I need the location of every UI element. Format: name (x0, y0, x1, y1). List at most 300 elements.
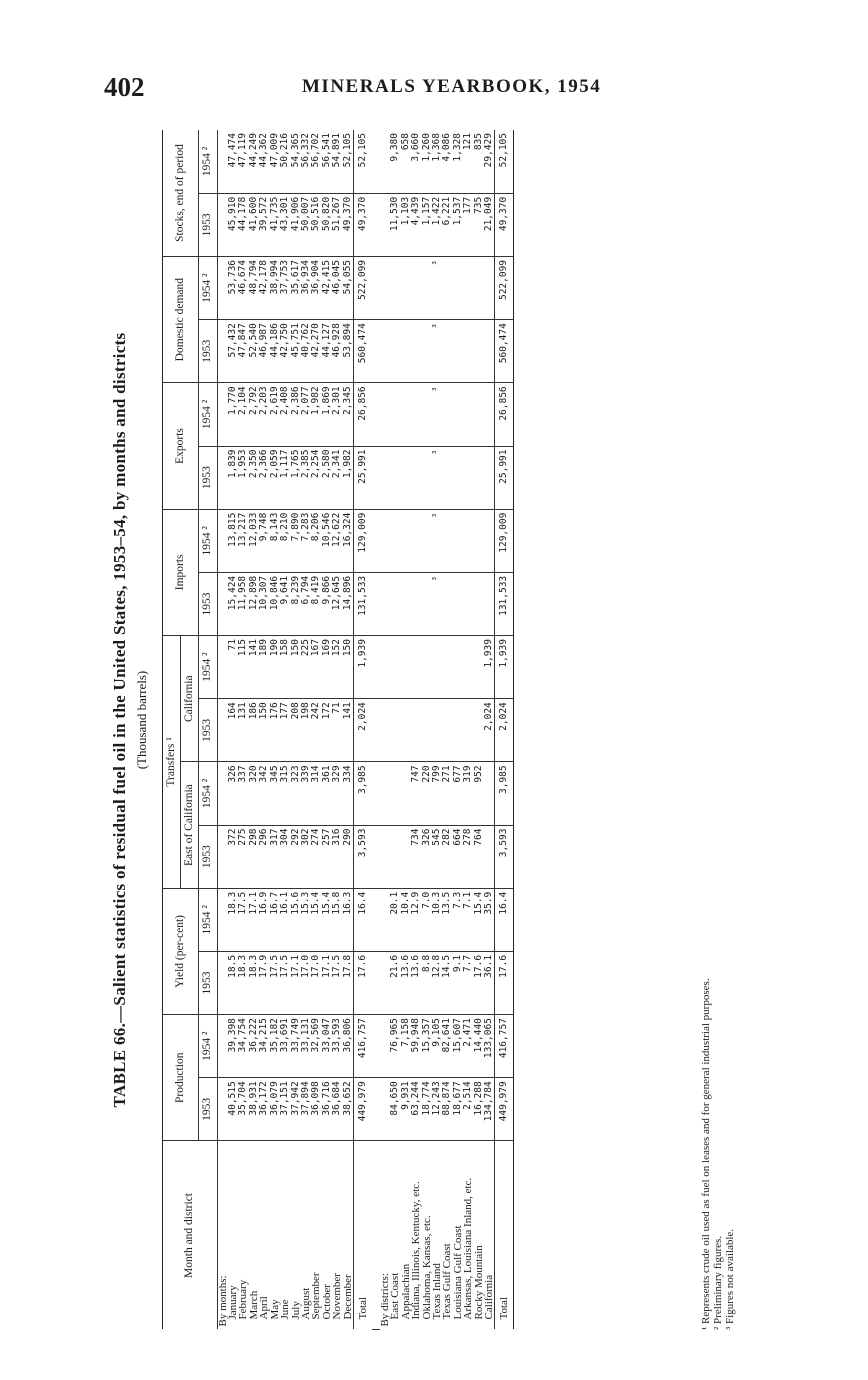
table-cell: 17.1 (322, 951, 332, 1014)
row-label: Appalachian (399, 1263, 412, 1320)
header-year-y1954: 1954 ² (199, 256, 217, 319)
table-cell: 25,991 (495, 446, 514, 509)
table-cell: 1,770 (228, 383, 238, 446)
table-cell: 9,105 (432, 1015, 442, 1078)
table-cell: 6,794 (301, 572, 311, 635)
table-cell: 36,222 (249, 1015, 259, 1078)
row-label: February (237, 1279, 250, 1320)
running-head: MINERALS YEARBOOK, 1954 (302, 76, 602, 97)
table-cell: 33,131 (301, 1015, 311, 1078)
table-cell: 39,572 (259, 193, 269, 256)
table-cell: 13,217 (238, 509, 248, 572)
table-cell: 1,939 (353, 636, 372, 699)
table-cell: 121 (463, 130, 473, 193)
table-cell: 41,906 (291, 193, 301, 256)
table-cell: 17.6 (495, 951, 514, 1014)
table-cell: 33,593 (332, 1015, 342, 1078)
table-cell: 1,103 (401, 193, 411, 256)
table-cell (411, 383, 421, 446)
table-cell: 11,958 (238, 572, 248, 635)
table-cell: 257 (322, 825, 332, 888)
table-cell: 177 (280, 699, 290, 762)
table-cell (453, 446, 463, 509)
table-cell: 2,077 (301, 383, 311, 446)
table-cell: 84,650 (390, 1078, 400, 1141)
table-cell: 2,301 (332, 383, 342, 446)
table-cell (390, 699, 400, 762)
table-cell: 835 (474, 130, 484, 193)
header-transfers: Transfers ¹ (163, 636, 181, 889)
table-cell: 17.5 (280, 951, 290, 1014)
table-cell: 9,748 (259, 509, 269, 572)
table-row (291, 130, 301, 1330)
table-cell (390, 256, 400, 319)
table-cell: 36,172 (259, 1078, 269, 1141)
table-row (311, 130, 321, 1330)
table-cell: 26,856 (495, 383, 514, 446)
table-cell (463, 699, 473, 762)
table-cell: 345 (270, 762, 280, 825)
header-year-y1953: 1953 (199, 825, 217, 888)
table-cell: 16.3 (343, 888, 354, 951)
table-cell: 38,931 (249, 1078, 259, 1141)
table-row (453, 130, 463, 1330)
table-cell: 18.3 (228, 888, 238, 951)
table-cell (390, 762, 400, 825)
table-cell: 314 (311, 762, 321, 825)
table-row (280, 130, 290, 1330)
table-cell: 32,569 (311, 1015, 321, 1078)
table-cell (474, 509, 484, 572)
table-cell: 190 (270, 636, 280, 699)
table-cell: 16.4 (495, 888, 514, 951)
page-number: 402 (104, 72, 145, 102)
table-cell: 7,158 (401, 1015, 411, 1078)
table-cell: 54,055 (343, 256, 354, 319)
table-cell: 4,439 (411, 193, 421, 256)
header-exports: Exports (163, 383, 199, 509)
table-cell: 37,894 (301, 1078, 311, 1141)
row-label: April (258, 1296, 271, 1320)
table-cell: 2,024 (353, 699, 372, 762)
table-cell: 10.3 (432, 888, 442, 951)
table-cell (390, 383, 400, 446)
header-imports: Imports (163, 509, 199, 635)
table-cell: 3,985 (495, 762, 514, 825)
table-cell (401, 446, 411, 509)
table-cell: 2,385 (301, 446, 311, 509)
table-cell: 664 (453, 825, 463, 888)
table-cell (453, 699, 463, 762)
table-cell (474, 446, 484, 509)
table-cell (463, 383, 473, 446)
table-cell: 658 (401, 130, 411, 193)
table-cell: 15.3 (301, 888, 311, 951)
table-cell: 2,408 (280, 383, 290, 446)
table-cell: 8,210 (280, 509, 290, 572)
table-cell: ³ (432, 446, 442, 509)
row-label: March (247, 1290, 260, 1320)
row-label: Total (495, 1141, 514, 1330)
table-cell: 2,341 (332, 446, 342, 509)
row-label: September (310, 1272, 323, 1320)
table-cell: 208 (291, 699, 301, 762)
table-cell: 416,757 (495, 1015, 514, 1078)
table-cell: 35,617 (291, 256, 301, 319)
table-cell: 17.5 (332, 951, 342, 1014)
row-label: Indiana, Illinois, Kentucky, etc. (410, 1181, 423, 1320)
table-cell (390, 825, 400, 888)
table-cell (453, 636, 463, 699)
header-east-of-california: East of California (181, 762, 199, 888)
table-cell: 8.8 (422, 951, 432, 1014)
table-cell (401, 509, 411, 572)
table-cell: 198 (301, 699, 311, 762)
row-label: July (289, 1301, 302, 1320)
table-cell: 43,301 (280, 193, 290, 256)
table-cell: 315 (280, 762, 290, 825)
table-cell (474, 256, 484, 319)
table-cell: 20.1 (390, 888, 400, 951)
table-cell (401, 636, 411, 699)
table-cell: 49,370 (495, 193, 514, 256)
table-cell: 169 (322, 636, 332, 699)
table-cell (463, 446, 473, 509)
table-cell: 17.6 (474, 951, 484, 1014)
row-label: East Coast (389, 1272, 402, 1320)
residual-fuel-oil-table (162, 130, 514, 1330)
table-cell: 44,249 (249, 130, 259, 193)
header-year-y1954: 1954 ² (199, 509, 217, 572)
table-cell: 177 (463, 193, 473, 256)
table-cell (432, 636, 442, 699)
table-cell: 12.8 (432, 951, 442, 1014)
table-cell: 2,024 (495, 699, 514, 762)
table-cell: 2,619 (270, 383, 280, 446)
table-row (228, 130, 238, 1330)
table-cell: 9,866 (322, 572, 332, 635)
table-cell: 18,677 (453, 1078, 463, 1141)
table-cell (484, 320, 495, 383)
table-cell: 337 (238, 762, 248, 825)
table-cell: 15,357 (422, 1015, 432, 1078)
table-cell: 1,157 (422, 193, 432, 256)
table-cell: 76,965 (390, 1015, 400, 1078)
table-cell: 275 (238, 825, 248, 888)
table-cell (484, 256, 495, 319)
table-cell: 2,059 (270, 446, 280, 509)
header-year-y1954: 1954 ² (199, 1015, 217, 1078)
table-cell: 522,099 (353, 256, 372, 319)
table-cell: 54,891 (332, 130, 342, 193)
table-cell: 7.0 (422, 888, 432, 951)
table-cell (463, 636, 473, 699)
table-cell: 52,105 (353, 130, 372, 193)
table-cell: 53,736 (228, 256, 238, 319)
table-cell: 47,119 (238, 130, 248, 193)
table-row (390, 130, 400, 1330)
table-cell: 167 (311, 636, 321, 699)
footnote-2: ² Preliminary figures. (712, 1235, 724, 1330)
table-cell: 36,098 (311, 1078, 321, 1141)
table-cell: 7.3 (453, 888, 463, 951)
table-cell: 46,987 (259, 320, 269, 383)
table-cell: 799 (432, 762, 442, 825)
table-cell: 13.5 (442, 888, 452, 951)
table-cell: 46,045 (332, 256, 342, 319)
table-cell: 56,332 (301, 130, 311, 193)
table-cell: 1,117 (280, 446, 290, 509)
table-cell: 8,419 (311, 572, 321, 635)
table-cell: 361 (322, 762, 332, 825)
table-cell: 37,151 (280, 1078, 290, 1141)
header-year-y1953: 1953 (199, 951, 217, 1014)
spacer-row (372, 130, 380, 1330)
table-cell (442, 320, 452, 383)
header-year-y1954: 1954 ² (199, 636, 217, 699)
table-cell (453, 256, 463, 319)
table-row (301, 130, 311, 1330)
row-label: December (341, 1274, 354, 1320)
table-cell: 2,203 (259, 383, 269, 446)
table-cell: 319 (463, 762, 473, 825)
table-cell: 42,270 (311, 320, 321, 383)
table-row (432, 130, 442, 1330)
table-cell: 35,182 (270, 1015, 280, 1078)
table-cell: 1,260 (422, 130, 432, 193)
table-cell: 3,593 (353, 825, 372, 888)
table-cell (442, 446, 452, 509)
rotated-table-area (110, 110, 770, 1330)
table-cell (484, 572, 495, 635)
table-cell: 17.6 (353, 951, 372, 1014)
table-cell (474, 320, 484, 383)
table-cell: 189 (259, 636, 269, 699)
table-cell: 545 (432, 825, 442, 888)
table-row (442, 130, 452, 1330)
table-cell (422, 509, 432, 572)
table-cell: 677 (453, 762, 463, 825)
table-cell: 17.0 (311, 951, 321, 1014)
table-cell: 416,757 (353, 1015, 372, 1078)
table-cell (422, 383, 432, 446)
table-row (259, 130, 269, 1330)
table-cell: 29,429 (484, 130, 495, 193)
table-cell: 10,846 (270, 572, 280, 635)
header-california: California (181, 636, 199, 762)
table-cell: 25,991 (353, 446, 372, 509)
table-cell: 16.1 (280, 888, 290, 951)
table-cell (401, 699, 411, 762)
header-year-y1953: 1953 (199, 446, 217, 509)
table-cell: 53,894 (343, 320, 354, 383)
table-cell: 8,143 (270, 509, 280, 572)
row-label: Texas Inland (430, 1263, 443, 1320)
table-cell (474, 572, 484, 635)
table-cell: 42,415 (322, 256, 332, 319)
table-cell: 164 (228, 699, 238, 762)
table-cell: 12,622 (332, 509, 342, 572)
table-cell: 764 (474, 825, 484, 888)
table-cell (422, 636, 432, 699)
month-total-row (353, 130, 372, 1330)
table-cell: 150 (343, 636, 354, 699)
table-cell (411, 699, 421, 762)
table-cell: 8,206 (311, 509, 321, 572)
table-cell: 38,994 (270, 256, 280, 319)
table-cell: 172 (322, 699, 332, 762)
table-cell: 326 (228, 762, 238, 825)
table-cell (453, 320, 463, 383)
table-cell: 1,939 (484, 636, 495, 699)
table-cell (453, 572, 463, 635)
table-cell: 10.4 (401, 888, 411, 951)
table-cell: 1,765 (291, 446, 301, 509)
table-cell (401, 383, 411, 446)
table-cell: 7.1 (463, 888, 473, 951)
table-cell: 131,533 (495, 572, 514, 635)
table-row (484, 130, 495, 1330)
table-cell (484, 383, 495, 446)
table-cell: 44,362 (259, 130, 269, 193)
table-cell: 11,530 (390, 193, 400, 256)
table-cell: 220 (422, 762, 432, 825)
table-cell (390, 636, 400, 699)
table-cell (463, 320, 473, 383)
table-cell: 26,856 (353, 383, 372, 446)
table-cell: 15.4 (474, 888, 484, 951)
header-year-y1953: 1953 (199, 193, 217, 256)
table-cell: 17.9 (259, 951, 269, 1014)
table-cell: 339 (301, 762, 311, 825)
table-cell: 115 (238, 636, 248, 699)
table-cell (442, 509, 452, 572)
table-cell: 152 (332, 636, 342, 699)
table-cell: 50,216 (280, 130, 290, 193)
table-cell: 17.0 (301, 951, 311, 1014)
table-cell: 37,753 (280, 256, 290, 319)
table-cell: 17.1 (249, 888, 259, 951)
table-cell: 12,033 (249, 509, 259, 572)
table-cell: 1,982 (343, 446, 354, 509)
table-cell: 1,422 (432, 193, 442, 256)
table-cell (411, 572, 421, 635)
table-cell: 134,784 (484, 1078, 495, 1141)
table-cell (422, 572, 432, 635)
table-cell: 1,368 (432, 130, 442, 193)
table-cell: 6,221 (442, 193, 452, 256)
table-cell: ³ (432, 256, 442, 319)
table-cell: 51,267 (332, 193, 342, 256)
table-cell (422, 446, 432, 509)
table-cell: 296 (259, 825, 269, 888)
table-cell: 7,890 (291, 509, 301, 572)
table-cell: 12,645 (332, 572, 342, 635)
table-cell (463, 509, 473, 572)
table-cell: 449,979 (495, 1078, 514, 1141)
table-cell: 33,047 (322, 1015, 332, 1078)
table-cell: 292 (291, 825, 301, 888)
row-label: October (320, 1284, 333, 1320)
table-cell: 282 (442, 825, 452, 888)
table-cell: 16.4 (353, 888, 372, 951)
table-cell: 14.5 (442, 951, 452, 1014)
row-label: January (227, 1285, 240, 1320)
table-cell: 131 (238, 699, 248, 762)
table-cell: 2,471 (463, 1015, 473, 1078)
table-cell: 42,750 (280, 320, 290, 383)
table-cell: ³ (432, 383, 442, 446)
table-row (238, 130, 248, 1330)
table-cell (422, 699, 432, 762)
table-cell: 158 (280, 636, 290, 699)
table-cell: 54,365 (291, 130, 301, 193)
row-label: August (299, 1287, 312, 1320)
table-cell: 41,600 (249, 193, 259, 256)
table-cell: 9,931 (401, 1078, 411, 1141)
table-cell: 44,186 (270, 320, 280, 383)
table-cell: 2,254 (311, 446, 321, 509)
table-cell: 372 (228, 825, 238, 888)
table-cell: 15,607 (453, 1015, 463, 1078)
header-year-y1954: 1954 ² (199, 888, 217, 951)
header-year-y1953: 1953 (199, 572, 217, 635)
table-row (463, 130, 473, 1330)
table-cell: 13,815 (228, 509, 238, 572)
table-cell: 35.9 (484, 888, 495, 951)
header-yield: Yield (per-cent) (163, 888, 199, 1014)
table-cell: 17.8 (343, 951, 354, 1014)
row-label: Texas Gulf Coast (441, 1243, 454, 1320)
table-cell: 71 (228, 636, 238, 699)
row-label: June (279, 1299, 292, 1320)
table-cell: 129,009 (353, 509, 372, 572)
table-cell: 37,942 (291, 1078, 301, 1141)
table-cell: 1,869 (322, 383, 332, 446)
table-cell (442, 572, 452, 635)
table-cell: 1,953 (238, 446, 248, 509)
table-cell: 735 (474, 193, 484, 256)
table-cell: 10,307 (259, 572, 269, 635)
footnote-1: ¹ Represents crude oil used as fuel on leases and for general industrial purposes. (700, 978, 712, 1330)
table-cell: 2,580 (322, 446, 332, 509)
table-cell (401, 256, 411, 319)
header-year-y1953: 1953 (199, 320, 217, 383)
table-cell: 9,380 (390, 130, 400, 193)
table-cell: 17.5 (238, 888, 248, 951)
table-cell (390, 509, 400, 572)
table-cell: 274 (311, 825, 321, 888)
table-cell (411, 636, 421, 699)
table-row (270, 130, 280, 1330)
table-cell: 7,283 (301, 509, 311, 572)
table-cell: 36,079 (270, 1078, 280, 1141)
table-cell: 17.1 (291, 951, 301, 1014)
table-cell: 36,904 (311, 256, 321, 319)
table-cell: 15.8 (332, 888, 342, 951)
table-subtitle: (Thousand barrels) (134, 670, 149, 770)
table-cell: 316 (332, 825, 342, 888)
table-cell: ³ (432, 572, 442, 635)
table-body (217, 130, 514, 1330)
table-cell (453, 509, 463, 572)
table-cell: 449,979 (353, 1078, 372, 1141)
table-cell: 1,537 (453, 193, 463, 256)
table-cell: 2,024 (484, 699, 495, 762)
table-cell: 50,516 (311, 193, 321, 256)
table-cell (484, 825, 495, 888)
table-cell: 1,328 (453, 130, 463, 193)
